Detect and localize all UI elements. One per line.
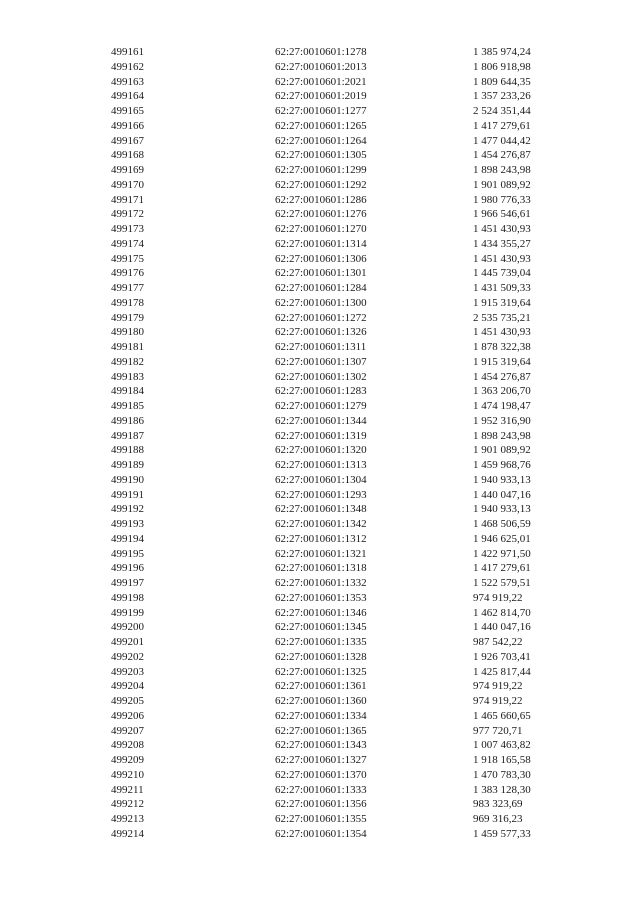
cadastral-value: 1 459 968,76 bbox=[473, 459, 531, 471]
record-number: 499214 bbox=[111, 827, 144, 840]
cadastral-number: 62:27:0010601:1304 bbox=[275, 473, 367, 486]
cadastral-value: 1 468 506,59 bbox=[473, 518, 531, 530]
cadastral-number: 62:27:0010601:1300 bbox=[275, 296, 367, 309]
table-row bbox=[0, 561, 640, 576]
cadastral-number: 62:27:0010601:1353 bbox=[275, 591, 367, 604]
table-row bbox=[0, 148, 640, 163]
cadastral-number: 62:27:0010601:1354 bbox=[275, 827, 367, 840]
table-row bbox=[0, 340, 640, 355]
table-row bbox=[0, 384, 640, 399]
cadastral-value: 1 477 044,42 bbox=[473, 134, 531, 147]
cadastral-number: 62:27:0010601:1302 bbox=[275, 370, 367, 383]
table-row bbox=[0, 812, 640, 827]
record-number: 499171 bbox=[111, 193, 144, 206]
cadastral-number: 62:27:0010601:1284 bbox=[275, 282, 367, 294]
cadastral-number: 62:27:0010601:1370 bbox=[275, 768, 367, 781]
record-number: 499195 bbox=[111, 547, 144, 560]
table-row bbox=[0, 724, 640, 739]
record-number: 499182 bbox=[111, 355, 144, 368]
table-row bbox=[0, 709, 640, 724]
record-number: 499161 bbox=[111, 46, 144, 58]
table-row bbox=[0, 252, 640, 267]
table-row bbox=[0, 753, 640, 768]
table-row bbox=[0, 75, 640, 90]
table-row bbox=[0, 473, 640, 488]
cadastral-number: 62:27:0010601:1328 bbox=[275, 650, 367, 663]
record-number: 499202 bbox=[111, 650, 144, 663]
cadastral-value: 1 425 817,44 bbox=[473, 665, 531, 678]
record-number: 499175 bbox=[111, 252, 144, 265]
cadastral-number: 62:27:0010601:1360 bbox=[275, 695, 367, 707]
table-row bbox=[0, 414, 640, 429]
cadastral-value: 1 809 644,35 bbox=[473, 75, 531, 88]
table-row bbox=[0, 311, 640, 326]
cadastral-value: 1 451 430,93 bbox=[473, 326, 531, 339]
record-number: 499192 bbox=[111, 503, 144, 516]
record-number: 499213 bbox=[111, 813, 144, 825]
record-number: 499180 bbox=[111, 326, 144, 339]
table-row bbox=[0, 281, 640, 296]
record-number: 499170 bbox=[111, 178, 144, 191]
cadastral-value: 1 445 739,04 bbox=[473, 267, 531, 280]
record-number: 499166 bbox=[111, 119, 144, 132]
record-number: 499178 bbox=[111, 296, 144, 309]
table-row bbox=[0, 443, 640, 458]
cadastral-number: 62:27:0010601:1318 bbox=[275, 562, 367, 575]
table-row bbox=[0, 222, 640, 237]
table-row bbox=[0, 355, 640, 370]
cadastral-number: 62:27:0010601:1348 bbox=[275, 503, 367, 516]
cadastral-number: 62:27:0010601:1272 bbox=[275, 311, 367, 324]
cadastral-value: 987 542,22 bbox=[473, 636, 523, 648]
cadastral-number: 62:27:0010601:1343 bbox=[275, 739, 367, 752]
cadastral-number: 62:27:0010601:1365 bbox=[275, 724, 367, 737]
table-row bbox=[0, 827, 640, 842]
cadastral-number: 62:27:0010601:1276 bbox=[275, 208, 367, 221]
cadastral-value: 1 462 814,70 bbox=[473, 606, 531, 619]
table-row bbox=[0, 178, 640, 193]
cadastral-number: 62:27:0010601:1332 bbox=[275, 577, 367, 589]
table-row bbox=[0, 797, 640, 812]
table-row bbox=[0, 620, 640, 635]
cadastral-value: 1 440 047,16 bbox=[473, 621, 531, 634]
record-number: 499197 bbox=[111, 577, 144, 589]
data-table bbox=[0, 45, 640, 842]
table-row bbox=[0, 163, 640, 178]
table-row bbox=[0, 650, 640, 665]
record-number: 499212 bbox=[111, 798, 144, 811]
cadastral-value: 974 919,22 bbox=[473, 695, 523, 707]
cadastral-number: 62:27:0010601:1306 bbox=[275, 252, 367, 265]
cadastral-number: 62:27:0010601:1286 bbox=[275, 193, 367, 206]
record-number: 499183 bbox=[111, 370, 144, 383]
cadastral-number: 62:27:0010601:1345 bbox=[275, 621, 367, 634]
cadastral-number: 62:27:0010601:1325 bbox=[275, 665, 367, 678]
cadastral-value: 1 940 933,13 bbox=[473, 503, 531, 516]
cadastral-number: 62:27:0010601:1321 bbox=[275, 547, 367, 560]
cadastral-value: 1 434 355,27 bbox=[473, 237, 531, 250]
cadastral-value: 974 919,22 bbox=[473, 680, 523, 693]
table-row bbox=[0, 207, 640, 222]
cadastral-number: 62:27:0010601:2019 bbox=[275, 90, 367, 103]
record-number: 499194 bbox=[111, 532, 144, 545]
record-number: 499193 bbox=[111, 518, 144, 530]
cadastral-number: 62:27:0010601:1265 bbox=[275, 119, 367, 132]
record-number: 499162 bbox=[111, 60, 144, 73]
table-row bbox=[0, 60, 640, 75]
cadastral-number: 62:27:0010601:1333 bbox=[275, 783, 367, 796]
cadastral-number: 62:27:0010601:1283 bbox=[275, 385, 367, 398]
cadastral-value: 1 926 703,41 bbox=[473, 650, 531, 663]
cadastral-value: 983 323,69 bbox=[473, 798, 523, 811]
cadastral-value: 1 451 430,93 bbox=[473, 252, 531, 265]
cadastral-value: 1 417 279,61 bbox=[473, 119, 531, 132]
cadastral-value: 1 451 430,93 bbox=[473, 223, 531, 235]
cadastral-number: 62:27:0010601:1344 bbox=[275, 414, 367, 427]
record-number: 499211 bbox=[111, 783, 144, 796]
table-row bbox=[0, 458, 640, 473]
table-row bbox=[0, 694, 640, 709]
record-number: 499191 bbox=[111, 488, 144, 501]
table-row bbox=[0, 193, 640, 208]
table-row bbox=[0, 679, 640, 694]
cadastral-value: 1 898 243,98 bbox=[473, 164, 531, 176]
table-row bbox=[0, 532, 640, 547]
cadastral-value: 1 901 089,92 bbox=[473, 178, 531, 191]
record-number: 499199 bbox=[111, 606, 144, 619]
cadastral-value: 1 459 577,33 bbox=[473, 827, 531, 840]
cadastral-value: 1 363 206,70 bbox=[473, 385, 531, 398]
record-number: 499173 bbox=[111, 223, 144, 235]
record-number: 499206 bbox=[111, 709, 144, 722]
table-row bbox=[0, 429, 640, 444]
record-number: 499176 bbox=[111, 267, 144, 280]
table-row bbox=[0, 547, 640, 562]
table-row bbox=[0, 370, 640, 385]
record-number: 499177 bbox=[111, 282, 144, 294]
cadastral-value: 1 952 316,90 bbox=[473, 414, 531, 427]
record-number: 499168 bbox=[111, 149, 144, 162]
cadastral-value: 1 806 918,98 bbox=[473, 60, 531, 73]
cadastral-value: 1 878 322,38 bbox=[473, 341, 531, 353]
cadastral-number: 62:27:0010601:1305 bbox=[275, 149, 367, 162]
cadastral-number: 62:27:0010601:1326 bbox=[275, 326, 367, 339]
cadastral-number: 62:27:0010601:2021 bbox=[275, 75, 367, 88]
cadastral-value: 1 357 233,26 bbox=[473, 90, 531, 103]
table-row bbox=[0, 635, 640, 650]
cadastral-number: 62:27:0010601:1278 bbox=[275, 46, 367, 58]
cadastral-number: 62:27:0010601:1334 bbox=[275, 709, 367, 722]
cadastral-value: 1 454 276,87 bbox=[473, 370, 531, 383]
cadastral-number: 62:27:0010601:1314 bbox=[275, 237, 367, 250]
cadastral-value: 969 316,23 bbox=[473, 813, 523, 825]
cadastral-number: 62:27:0010601:1307 bbox=[275, 355, 367, 368]
record-number: 499174 bbox=[111, 237, 144, 250]
table-row bbox=[0, 399, 640, 414]
cadastral-value: 1 474 198,47 bbox=[473, 400, 531, 412]
record-number: 499209 bbox=[111, 754, 144, 766]
cadastral-value: 1 383 128,30 bbox=[473, 783, 531, 796]
table-row bbox=[0, 45, 640, 60]
cadastral-value: 974 919,22 bbox=[473, 591, 523, 604]
cadastral-number: 62:27:0010601:1342 bbox=[275, 518, 367, 530]
cadastral-value: 1 966 546,61 bbox=[473, 208, 531, 221]
table-row bbox=[0, 104, 640, 119]
cadastral-value: 1 946 625,01 bbox=[473, 532, 531, 545]
record-number: 499165 bbox=[111, 105, 144, 117]
cadastral-value: 1 898 243,98 bbox=[473, 429, 531, 442]
cadastral-value: 2 524 351,44 bbox=[473, 105, 531, 117]
cadastral-number: 62:27:0010601:1356 bbox=[275, 798, 367, 811]
table-row bbox=[0, 89, 640, 104]
table-row bbox=[0, 266, 640, 281]
cadastral-number: 62:27:0010601:1311 bbox=[275, 341, 367, 353]
table-row bbox=[0, 237, 640, 252]
cadastral-number: 62:27:0010601:1301 bbox=[275, 267, 367, 280]
record-number: 499172 bbox=[111, 208, 144, 221]
cadastral-number: 62:27:0010601:1277 bbox=[275, 105, 367, 117]
table-row bbox=[0, 502, 640, 517]
record-number: 499179 bbox=[111, 311, 144, 324]
cadastral-number: 62:27:0010601:2013 bbox=[275, 60, 367, 73]
table-row bbox=[0, 488, 640, 503]
record-number: 499204 bbox=[111, 680, 144, 693]
cadastral-value: 1 431 509,33 bbox=[473, 282, 531, 294]
cadastral-number: 62:27:0010601:1264 bbox=[275, 134, 367, 147]
record-number: 499163 bbox=[111, 75, 144, 88]
record-number: 499190 bbox=[111, 473, 144, 486]
cadastral-number: 62:27:0010601:1320 bbox=[275, 444, 367, 457]
record-number: 499207 bbox=[111, 724, 144, 737]
record-number: 499164 bbox=[111, 90, 144, 103]
table-row bbox=[0, 325, 640, 340]
cadastral-value: 1 915 319,64 bbox=[473, 355, 531, 368]
cadastral-number: 62:27:0010601:1319 bbox=[275, 429, 367, 442]
cadastral-value: 1 440 047,16 bbox=[473, 488, 531, 501]
record-number: 499167 bbox=[111, 134, 144, 147]
table-row bbox=[0, 606, 640, 621]
cadastral-value: 1 417 279,61 bbox=[473, 562, 531, 575]
record-number: 499188 bbox=[111, 444, 144, 457]
table-row bbox=[0, 591, 640, 606]
record-number: 499210 bbox=[111, 768, 144, 781]
cadastral-value: 1 385 974,24 bbox=[473, 46, 531, 58]
record-number: 499186 bbox=[111, 414, 144, 427]
cadastral-value: 977 720,71 bbox=[473, 724, 523, 737]
table-row bbox=[0, 119, 640, 134]
cadastral-number: 62:27:0010601:1346 bbox=[275, 606, 367, 619]
record-number: 499189 bbox=[111, 459, 144, 471]
cadastral-value: 1 470 783,30 bbox=[473, 768, 531, 781]
cadastral-number: 62:27:0010601:1292 bbox=[275, 178, 367, 191]
cadastral-number: 62:27:0010601:1335 bbox=[275, 636, 367, 648]
cadastral-number: 62:27:0010601:1312 bbox=[275, 532, 367, 545]
table-row bbox=[0, 768, 640, 783]
record-number: 499187 bbox=[111, 429, 144, 442]
record-number: 499184 bbox=[111, 385, 144, 398]
table-row bbox=[0, 296, 640, 311]
cadastral-number: 62:27:0010601:1293 bbox=[275, 488, 367, 501]
cadastral-value: 2 535 735,21 bbox=[473, 311, 531, 324]
cadastral-value: 1 522 579,51 bbox=[473, 577, 531, 589]
record-number: 499205 bbox=[111, 695, 144, 707]
record-number: 499185 bbox=[111, 400, 144, 412]
record-number: 499198 bbox=[111, 591, 144, 604]
record-number: 499208 bbox=[111, 739, 144, 752]
cadastral-value: 1 980 776,33 bbox=[473, 193, 531, 206]
cadastral-value: 1 454 276,87 bbox=[473, 149, 531, 162]
cadastral-value: 1 465 660,65 bbox=[473, 709, 531, 722]
cadastral-number: 62:27:0010601:1355 bbox=[275, 813, 367, 825]
cadastral-number: 62:27:0010601:1279 bbox=[275, 400, 367, 412]
record-number: 499200 bbox=[111, 621, 144, 634]
record-number: 499196 bbox=[111, 562, 144, 575]
cadastral-value: 1 901 089,92 bbox=[473, 444, 531, 457]
table-row bbox=[0, 783, 640, 798]
cadastral-number: 62:27:0010601:1327 bbox=[275, 754, 367, 766]
table-row bbox=[0, 738, 640, 753]
cadastral-number: 62:27:0010601:1299 bbox=[275, 164, 367, 176]
cadastral-value: 1 422 971,50 bbox=[473, 547, 531, 560]
record-number: 499201 bbox=[111, 636, 144, 648]
table-row bbox=[0, 517, 640, 532]
record-number: 499169 bbox=[111, 164, 144, 176]
table-row bbox=[0, 134, 640, 149]
cadastral-value: 1 007 463,82 bbox=[473, 739, 531, 752]
cadastral-value: 1 940 933,13 bbox=[473, 473, 531, 486]
cadastral-number: 62:27:0010601:1313 bbox=[275, 459, 367, 471]
record-number: 499181 bbox=[111, 341, 144, 353]
cadastral-number: 62:27:0010601:1361 bbox=[275, 680, 367, 693]
table-row bbox=[0, 665, 640, 680]
cadastral-value: 1 915 319,64 bbox=[473, 296, 531, 309]
cadastral-number: 62:27:0010601:1270 bbox=[275, 223, 367, 235]
record-number: 499203 bbox=[111, 665, 144, 678]
cadastral-value: 1 918 165,58 bbox=[473, 754, 531, 766]
table-row bbox=[0, 576, 640, 591]
